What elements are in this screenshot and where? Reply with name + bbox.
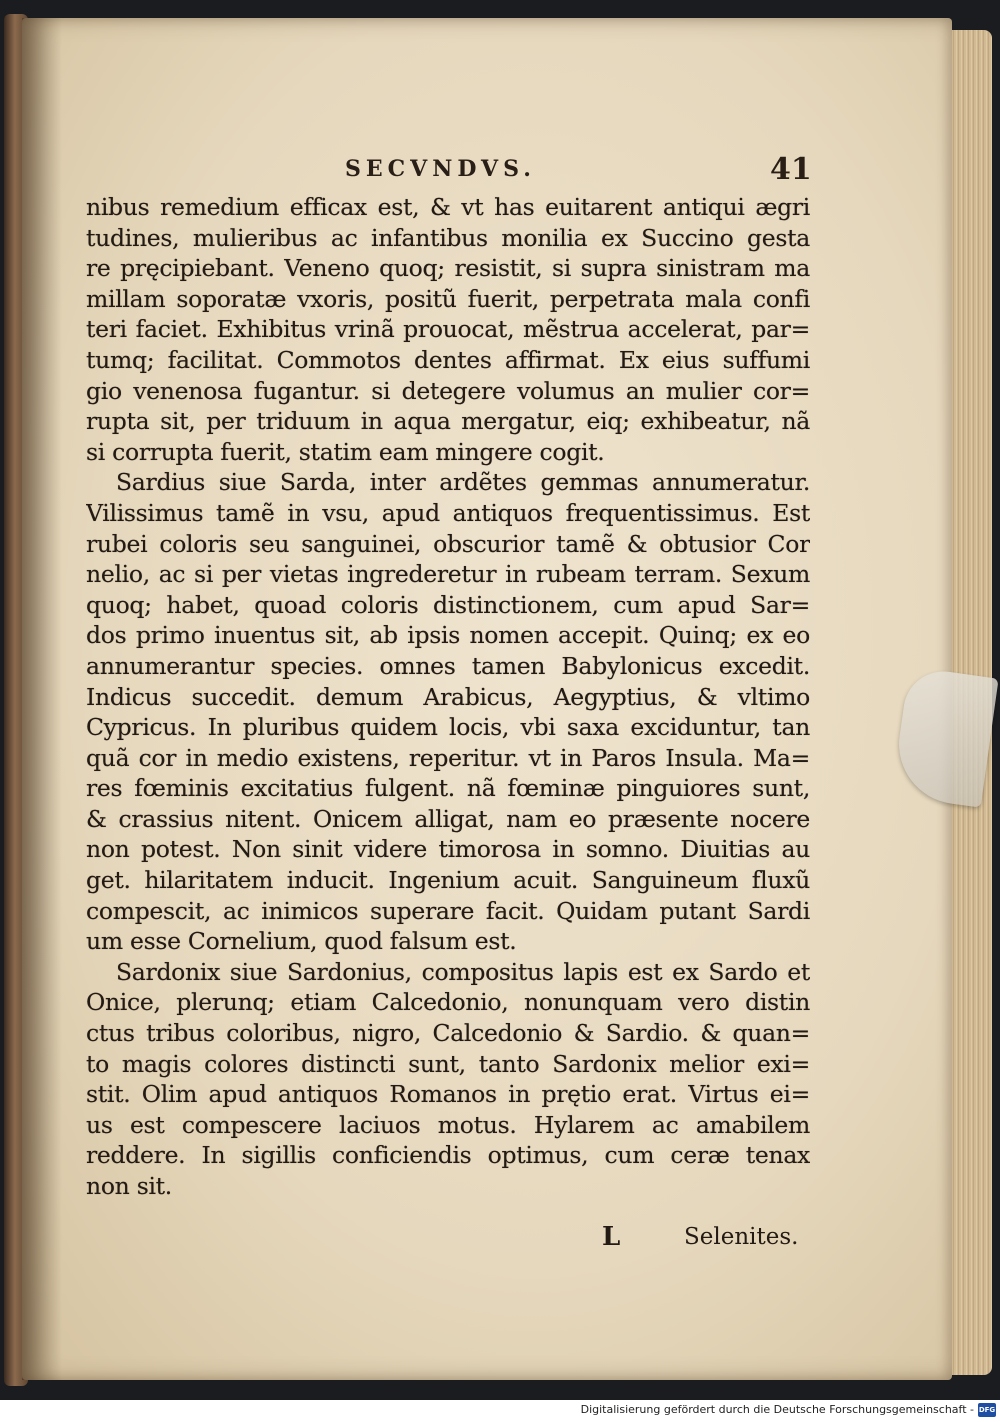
running-head: SECVNDVS.	[345, 156, 536, 182]
text-line: Onice, plerunq; etiam Calcedonio, nonunquam vero distin	[86, 988, 810, 1017]
signature-mark: L	[602, 1222, 621, 1252]
catchword: Selenites.	[684, 1224, 799, 1250]
text-line: Indicus succedit. demum Arabicus, Aegyptius, & vltimo	[86, 682, 810, 711]
catch-row	[86, 1222, 806, 1262]
folio-number: 41	[770, 152, 812, 187]
text-line: quoq; habet, quoad coloris distinctionem, cum apud Sar=	[86, 590, 810, 619]
text-line: & crassius nitent. Onicem alligat, nam eo præsente nocere	[86, 804, 810, 833]
text-line: reddere. In sigillis conficiendis optimus, cum ceræ tenax	[86, 1141, 810, 1170]
text-line: quã cor in medio existens, reperitur. vt in Paros Insula. Ma=	[86, 743, 810, 772]
text-line: dos primo inuentus sit, ab ipsis nomen accepit. Quinq; ex eo	[86, 621, 810, 650]
text-line: Vilissimus tamẽ in vsu, apud antiquos frequentissimus. Est	[86, 498, 810, 527]
text-line: Cypricus. In pluribus quidem locis, vbi saxa exciduntur, tan	[86, 713, 810, 742]
text-line: annumerantur species. omnes tamen Babylonicus excedit.	[86, 651, 810, 680]
text-line: tudines, mulieribus ac infantibus monilia ex Succino gesta	[86, 223, 810, 252]
text-line: nibus remedium efficax est, & vt has euitarent antiqui ægri	[86, 193, 810, 221]
text-line: si corrupta fuerit, statim eam mingere cogit.	[86, 437, 605, 466]
text-line: re pręcipiebant. Veneno quoq; resistit, si supra sinistram ma	[86, 254, 810, 283]
text-line: nelio, ac si per vietas ingrederetur in rubeam terram. Sexum	[86, 560, 810, 589]
body-text	[86, 192, 810, 1202]
text-line: millam soporatæ vxoris, positũ fuerit, perpetrata mala confi	[86, 284, 810, 313]
text-line: ctus tribus coloribus, nigro, Calcedonio & Sardio. & quan=	[86, 1019, 810, 1048]
text-line: to magis colores distincti sunt, tanto Sardonix melior exi=	[86, 1049, 810, 1078]
text-line: non potest. Non sinit videre timorosa in somno. Diuitias au	[86, 835, 810, 864]
text-line: gio venenosa fugantur. si detegere volumus an mulier cor=	[86, 376, 810, 405]
text-line: stit. Olim apud antiquos Romanos in prętio erat. Virtus ei=	[86, 1080, 810, 1109]
text-line: rubei coloris seu sanguinei, obscurior tamẽ & obtusior Cor	[86, 529, 810, 558]
text-line: get. hilaritatem inducit. Ingenium acuit. Sanguineum fluxũ	[86, 866, 810, 895]
text-line: res fœminis excitatius fulgent. nã fœminæ pinguiores sunt,	[86, 774, 810, 803]
text-line: Sardonix siue Sardonius, compositus lapis est ex Sardo et	[116, 957, 810, 986]
text-line: rupta sit, per triduum in aqua mergatur, eiq; exhibeatur, nã	[86, 407, 810, 436]
text-line: Sardius siue Sarda, inter ardẽtes gemmas annumeratur.	[116, 468, 810, 497]
gutter-shadow	[22, 18, 62, 1380]
text-line: us est compescere laciuos motus. Hylarem ac amabilem	[86, 1110, 810, 1139]
text-line: tumq; facilitat. Commotos dentes affirmat. Ex eius suffumi	[86, 345, 810, 374]
text-line: non sit.	[86, 1172, 172, 1200]
text-line: um esse Cornelium, quod falsum est.	[86, 927, 517, 956]
footer-credit: Digitalisierung gefördert durch die Deutsche Forschungsgemeinschaft -	[580, 1403, 974, 1416]
text-line: teri faciet. Exhibitus vrinã prouocat, mẽstrua accelerat, par=	[86, 315, 810, 344]
text-line: compescit, ac inimicos superare facit. Quidam putant Sardi	[86, 896, 810, 925]
dfg-logo: DFG	[978, 1403, 996, 1417]
footer-bar	[0, 1400, 1000, 1422]
page-header	[80, 152, 812, 192]
